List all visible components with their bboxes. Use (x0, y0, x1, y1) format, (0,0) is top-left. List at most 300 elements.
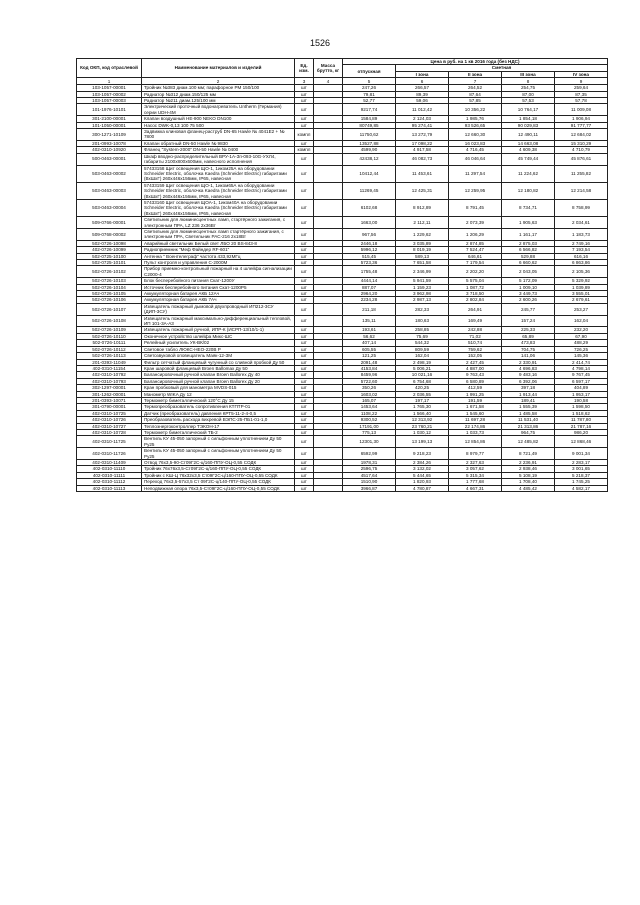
row-unit: шт (295, 365, 314, 371)
row-zone-2: 191,59 (449, 397, 502, 403)
row-unit: шт (295, 353, 314, 359)
row-zone-4: 8 758,99 (555, 199, 608, 216)
row-zone-4: 91 777,77 (555, 122, 608, 128)
row-name: Пульт контроля и управления С-2000М (142, 260, 295, 266)
row-wholesale: 3966,87 (343, 485, 396, 491)
row-name: 57433159 Щит освещения ЩО-1, 1иком65А на оборудовании Schneider Electric, оболочка Kaedra (Schneider Electric) габаритами (ВхШхГ) 260х446х156мм, IP65, навесная (142, 182, 295, 199)
row-wholesale: 5996,12 (343, 247, 396, 253)
row-zone-3: 2 938,46 (502, 466, 555, 472)
row-name: Извещатель пожарный дымовой двухпроводный ИП212-3СУ (ДИП-3СУ) (142, 303, 295, 315)
row-wholesale: 79,81 (343, 91, 396, 97)
row-name: Вентиль КУ 45-050 запорный с сильфонным уплотнением Ду 50 Ру25 (142, 448, 295, 460)
row-zone-1: 3 962,98 (396, 291, 449, 297)
row-unit: шт (295, 346, 314, 352)
row-name: Аккумуляторная батарея АКБ 7Ач (142, 297, 295, 303)
row-code: 103-1057-00003 (77, 98, 142, 104)
row-zone-3: 12 180,82 (502, 182, 555, 199)
row-zone-4: 5 218,37 (555, 472, 608, 478)
row-zone-1: 2 384,26 (396, 460, 449, 466)
row-zone-1: 89,39 (396, 91, 449, 97)
row-zone-4: 12 868,46 (555, 436, 608, 448)
row-zone-2: 1 206,29 (449, 228, 502, 240)
row-unit: шт (295, 429, 314, 435)
row-zone-1: 9 218,23 (396, 448, 449, 460)
row-zone-3: 189,41 (502, 397, 555, 403)
header-wholesale: отпускная (343, 65, 396, 78)
row-name: Оконечное устройство шлейфа Микс-ШС (142, 333, 295, 339)
row-zone-2: 5 315,34 (449, 472, 502, 478)
index-7: 7 (449, 78, 502, 85)
table-body (77, 85, 608, 492)
row-wholesale: 2091,48 (343, 359, 396, 365)
row-zone-2: 4 716,45 (449, 147, 502, 153)
row-name: Светильник для люминесцентных ламп стартёрного зажигания, с электронным ПРА, Светильник PAC-216 2х18Вт (142, 228, 295, 240)
row-wholesale: 1453,64 (343, 404, 396, 410)
row-zone-4: 1 039,89 (555, 284, 608, 290)
row-name: Фланец "System-2000" DN-50 Hawle № 0400 (142, 147, 295, 153)
row-zone-1: 75,69 (396, 333, 449, 339)
row-zone-3: 1 009,10 (502, 284, 555, 290)
row-zone-1: 12 313,92 (396, 417, 449, 423)
row-wholesale: 211,18 (343, 303, 396, 315)
index-8: 8 (502, 78, 555, 85)
row-wholesale: 5723,36 (343, 260, 396, 266)
row-unit: шт (295, 260, 314, 266)
row-zone-2: 1 671,58 (449, 404, 502, 410)
row-zone-1: 266,57 (396, 85, 449, 91)
row-zone-2: 264,52 (449, 85, 502, 91)
row-unit: шт (295, 479, 314, 485)
row-wholesale: 887,07 (343, 284, 396, 290)
row-name: Преобразователь расхода вихревой ВЭПС-25-ПБ1-01-1,0 (142, 417, 295, 423)
row-zone-4: 1 906,94 (555, 116, 608, 122)
row-name: Релейный усилитель УК-ВК/02 (142, 340, 295, 346)
row-wholesale: 121,25 (343, 353, 396, 359)
row-unit: шт (295, 240, 314, 246)
row-code: 402-0310-11113 (77, 485, 142, 491)
row-zone-1: 162,04 (396, 353, 449, 359)
row-zone-4: 1 745,25 (555, 479, 608, 485)
row-zone-3: 141,06 (502, 353, 555, 359)
row-zone-1: 3 132,02 (396, 466, 449, 472)
row-zone-1: 11 453,61 (396, 165, 449, 182)
row-wholesale: 6592,99 (343, 448, 396, 460)
index-5: 5 (343, 78, 396, 85)
row-wholesale: 10412,44 (343, 165, 396, 182)
row-zone-1: 809,59 (396, 346, 449, 352)
table-row (77, 217, 608, 229)
row-zone-3: 2 236,91 (502, 460, 555, 466)
row-zone-2: 1 087,72 (449, 284, 502, 290)
row-unit: компл (295, 147, 314, 153)
row-zone-3: 397,18 (502, 385, 555, 391)
row-unit: шт (295, 372, 314, 378)
row-unit: шт (295, 378, 314, 384)
row-zone-1: 7 651,58 (396, 260, 449, 266)
row-code: 509-0768-00002 (77, 228, 142, 240)
row-zone-4: 162,04 (555, 315, 608, 327)
row-zone-2: 3 057,62 (449, 466, 502, 472)
row-wholesale: 9300,52 (343, 417, 396, 423)
row-unit: шт (295, 410, 314, 416)
row-code: 300-1271-10109 (77, 129, 142, 141)
row-name: Термометр биметаллический 120°С Ду 15 (142, 397, 295, 403)
row-zone-2: 57,85 (449, 98, 502, 104)
row-code: 103-1057-00002 (77, 91, 142, 97)
row-name: Кран шаровой фланцевый Broen Ballomax Ду 50 (142, 365, 295, 371)
row-wholesale: 1108,22 (343, 410, 396, 416)
row-zone-1: 589,13 (396, 253, 449, 259)
row-wholesale: 42438,12 (343, 153, 396, 165)
row-zone-4: 12 214,58 (555, 182, 608, 199)
row-unit: шт (295, 340, 314, 346)
row-unit: шт (295, 116, 314, 122)
row-zone-3: 157,24 (502, 315, 555, 327)
row-unit: шт (295, 385, 314, 391)
row-code: 502-0726-10102 (77, 266, 142, 278)
row-zone-3: 11 531,40 (502, 417, 555, 423)
row-name: Переход 76х3,5-57х3,5 Ст 09Г2С-ц/140-ППУ-ОЦ-0,55 СОДК (142, 479, 295, 485)
row-code: 503-0463-00002 (77, 165, 142, 182)
table-row (77, 448, 608, 460)
row-name: Тройник с КШ-Ц 76х32х3,5 Ст09Г2С-ц/160-ППУ-ОЦ-0,55 СОДК (142, 472, 295, 478)
row-name: Тройник 76х76х3,5-Ст09Г2С-ц/160-ППУ-ОЦ-0,55 СОДК (142, 466, 295, 472)
index-3: 3 (295, 78, 314, 85)
row-zone-4: 57,78 (555, 98, 608, 104)
row-zone-1: 544,32 (396, 340, 449, 346)
row-zone-4: 4 582,17 (555, 485, 608, 491)
row-code: 402-0310-11154 (77, 365, 142, 371)
row-mass (314, 303, 343, 315)
row-zone-4: 1 518,62 (555, 410, 608, 416)
row-name: Насос DWK-0,13 100 75 500 (142, 122, 295, 128)
row-name: Кран пробковый для манометра МVDS-015 (142, 385, 295, 391)
index-4: 4 (314, 78, 343, 85)
row-zone-2: 9 763,43 (449, 372, 502, 378)
row-zone-4: 232,20 (555, 327, 608, 333)
row-zone-3: 2 875,03 (502, 240, 555, 246)
row-unit: шт (295, 199, 314, 216)
row-unit: шт (295, 182, 314, 199)
row-zone-2: 11 697,28 (449, 417, 502, 423)
row-code: 301-1262-00001 (77, 391, 142, 397)
header-zone-3: III зона (502, 71, 555, 77)
row-name: Клапан обратный DN-50 Hawle № 9830 (142, 140, 295, 146)
row-code: 502-0726-10105 (77, 291, 142, 297)
row-unit: шт (295, 278, 314, 284)
row-zone-2: 2 427,45 (449, 359, 502, 365)
row-zone-2: 7 179,54 (449, 260, 502, 266)
row-code: 402-0310-10793 (77, 378, 142, 384)
row-zone-1: 11 012,42 (396, 104, 449, 116)
row-code: 402-0726-10099 (77, 247, 142, 253)
row-zone-3: 254,75 (502, 85, 555, 91)
row-unit: шт (295, 397, 314, 403)
index-2: 2 (142, 78, 295, 85)
row-zone-4: 616,16 (555, 253, 608, 259)
row-zone-3: 704,75 (502, 346, 555, 352)
row-code: 402-0310-11110 (77, 466, 142, 472)
row-name: Клапан воздушный НЕ-900 NEKO DN100 (142, 116, 295, 122)
row-mass (314, 165, 343, 182)
row-zone-1: 2 124,03 (396, 116, 449, 122)
row-wholesale: 247,26 (343, 85, 396, 91)
row-unit: шт (295, 359, 314, 365)
row-zone-3: 9 483,16 (502, 372, 555, 378)
row-zone-4: 726,25 (555, 346, 608, 352)
row-zone-3: 8 721,49 (502, 448, 555, 460)
row-zone-1: 6 754,68 (396, 378, 449, 384)
row-name: Извещатель пожарный максимально-дифференциальный тепловой, ИП 101-3А-А3 (142, 315, 295, 327)
row-zone-4: 253,27 (555, 303, 608, 315)
row-zone-1: 46 082,73 (396, 153, 449, 165)
row-zone-2: 8 791,45 (449, 199, 502, 216)
row-name: Световое табло ЛЮКС-НЕО-220В Р (142, 346, 295, 352)
table-row (77, 315, 608, 327)
row-code: 502-0726-10111 (77, 340, 142, 346)
header-name: Наименование материалов и изделий (142, 59, 295, 78)
row-mass (314, 448, 343, 460)
row-wholesale: 52,77 (343, 98, 396, 104)
row-zone-3: 3 449,73 (502, 291, 555, 297)
row-unit: шт (295, 91, 314, 97)
row-name: Тройник №383 диам.100 мм; парафорное РМ 150/100 (142, 85, 295, 91)
row-zone-3: 12 490,11 (502, 129, 555, 141)
table-row (77, 436, 608, 448)
row-wholesale: 13527,88 (343, 140, 396, 146)
row-zone-4: 3 001,65 (555, 466, 608, 472)
row-code: 502-0725-10101 (77, 260, 142, 266)
row-unit: шт (295, 448, 314, 460)
row-unit: шт (295, 315, 314, 327)
row-zone-2: 2 327,63 (449, 460, 502, 466)
row-zone-3: 21 313,86 (502, 423, 555, 429)
row-code: 402-0310-10725 (77, 410, 142, 416)
row-zone-4: 6 863,86 (555, 260, 608, 266)
row-zone-2: 12 660,30 (449, 129, 502, 141)
row-name: Блок бесперебойного питания Скат-1200У (142, 278, 295, 284)
row-zone-3: 6 660,62 (502, 260, 555, 266)
row-zone-1: 1 030,12 (396, 429, 449, 435)
row-name: Термометр биметаллический ТБ-2 (142, 429, 295, 435)
row-zone-3: 5 172,09 (502, 278, 555, 284)
row-zone-1: 12 425,31 (396, 182, 449, 199)
row-code: 402-0310-10727 (77, 423, 142, 429)
row-wholesale: 1510,90 (343, 479, 396, 485)
row-name: Датчик (преобразователь) давления КРТ5-11-2-4-0,5 (142, 410, 295, 416)
row-zone-4: 488,29 (555, 340, 608, 346)
row-zone-1: 10 021,16 (396, 372, 449, 378)
row-zone-2: 759,62 (449, 346, 502, 352)
row-zone-3: 87,00 (502, 91, 555, 97)
row-unit: шт (295, 303, 314, 315)
row-name: 57433160 Щит освещения ЩОА-1, 1иком40А на оборудовании Schneider Electric, оболочка Kaedra (Schneider Electric) габаритами (ВхШхГ) 260х446х156мм, IP65, навесная (142, 199, 295, 216)
row-zone-3: 4 485,42 (502, 485, 555, 491)
row-code: 402-0310-10792 (77, 372, 142, 378)
row-mass (314, 153, 343, 165)
row-code: 103-1057-00001 (77, 85, 142, 91)
row-zone-2: 93 526,65 (449, 122, 502, 128)
row-zone-1: 420,25 (396, 385, 449, 391)
row-zone-2: 510,74 (449, 340, 502, 346)
row-code: 402-0310-10920 (77, 147, 142, 153)
row-zone-1: 5 941,59 (396, 278, 449, 284)
row-mass (314, 436, 343, 448)
row-code: 502-0726-10107 (77, 303, 142, 315)
row-wholesale: 515,45 (343, 253, 396, 259)
row-wholesale: 17191,00 (343, 423, 396, 429)
row-code: 503-0463-00004 (77, 199, 142, 216)
row-zone-2: 7 524,47 (449, 247, 502, 253)
row-zone-1: 2 498,19 (396, 359, 449, 365)
row-zone-3: 12 485,82 (502, 436, 555, 448)
row-name: Антенна " Воентелеграф" частота 433,92МГц (142, 253, 295, 259)
row-zone-1: 59,06 (396, 98, 449, 104)
row-unit: шт (295, 485, 314, 491)
row-name: Радиатор №312 диам.150/125 мм (142, 91, 295, 97)
row-zone-3: 1 905,63 (502, 217, 555, 229)
table-row (77, 153, 608, 165)
row-zone-4: 11 009,08 (555, 104, 608, 116)
row-zone-3: 14 663,08 (502, 140, 555, 146)
row-unit: шт (295, 228, 314, 240)
row-zone-2: 1 033,73 (449, 429, 502, 435)
header-estimate: Сметная (396, 65, 608, 71)
row-zone-3: 90 029,83 (502, 122, 555, 128)
header-zone-1: I зона (396, 71, 449, 77)
row-zone-3: 5 108,19 (502, 472, 555, 478)
row-zone-1: 5 006,21 (396, 365, 449, 371)
row-code: 502-0726-10109 (77, 327, 142, 333)
row-mass (314, 315, 343, 327)
row-name: Источник бесперебойного питания Скат-1200Р5 (142, 284, 295, 290)
row-wholesale: 9217,74 (343, 104, 396, 116)
row-code: 301-0790-00001 (77, 404, 142, 410)
header-mass: Масса брутто, кг (314, 59, 343, 78)
row-zone-1: 2 112,11 (396, 217, 449, 229)
row-zone-4: 986,20 (555, 429, 608, 435)
row-wholesale: 2964,20 (343, 291, 396, 297)
row-wholesale: 605,55 (343, 346, 396, 352)
row-zone-4: 2 749,16 (555, 240, 608, 246)
row-wholesale: 4444,14 (343, 278, 396, 284)
row-zone-4: 1 953,17 (555, 391, 608, 397)
row-name: Извещатель пожарный ручной, ИПР-К (ИСРП-13/10/1-1) (142, 327, 295, 333)
table-row (77, 228, 608, 240)
row-zone-1: 17 098,22 (396, 140, 449, 146)
row-wholesale: 11269,45 (343, 182, 396, 199)
row-zone-2: 412,59 (449, 385, 502, 391)
row-zone-2: 6 580,89 (449, 378, 502, 384)
row-code: 502-0726-10108 (77, 315, 142, 327)
row-zone-3: 4 696,83 (502, 365, 555, 371)
row-zone-1: 1 159,23 (396, 284, 449, 290)
row-zone-4: 259,64 (555, 85, 608, 91)
row-unit: шт (295, 98, 314, 104)
row-name: Манометр WIKA Ду 12 (142, 391, 295, 397)
row-wholesale: 2596,75 (343, 466, 396, 472)
row-name: Светильник для люминесцентных ламп, стартёрного зажигания, с электронным ПРА, LZ 236 2х36Вт (142, 217, 295, 229)
row-code: 502-0726-10103 (77, 278, 142, 284)
row-code: 402-0310-11409 (77, 460, 142, 466)
row-wholesale: 6102,68 (343, 199, 396, 216)
row-code: 302-1297-00001 (77, 385, 142, 391)
row-zone-2: 242,88 (449, 327, 502, 333)
row-name: Аккумуляторная батарея АКБ 12Ач (142, 291, 295, 297)
row-zone-4: 1 183,73 (555, 228, 608, 240)
row-mass (314, 217, 343, 229)
row-wholesale: 2234,28 (343, 297, 396, 303)
row-unit: шт (295, 165, 314, 182)
row-code: 502-0726-10112 (77, 346, 142, 352)
row-zone-2: 12 854,86 (449, 436, 502, 448)
row-zone-2: 646,61 (449, 253, 502, 259)
row-zone-3: 6 566,82 (502, 247, 555, 253)
row-name: Неподвижная опора 76х3,5-Ст09Г2С-ц/160-ППУ-ОЦ-0,55 СОДК (142, 485, 295, 491)
row-zone-4: 15 310,29 (555, 140, 608, 146)
row-zone-2: 2 802,84 (449, 297, 502, 303)
row-code: 402-0310-10728 (77, 429, 142, 435)
row-code: 502-0726-10113 (77, 353, 142, 359)
row-zone-3: 529,88 (502, 253, 555, 259)
row-zone-3: 1 485,58 (502, 410, 555, 416)
row-unit: шт (295, 122, 314, 128)
row-zone-1: 1 566,40 (396, 410, 449, 416)
row-zone-2: 3 718,50 (449, 291, 502, 297)
row-name: Вентиль КУ 45-050 запорный с сильфонным уплотнением Ду 50 Ру25 (142, 436, 295, 448)
row-wholesale: 80749,85 (343, 122, 396, 128)
row-unit: шт (295, 466, 314, 472)
page-number: 1526 (309, 38, 331, 48)
row-unit: компл (295, 129, 314, 141)
row-zone-3: 245,77 (502, 303, 555, 315)
row-zone-4: 45 876,61 (555, 153, 608, 165)
row-wholesale: 1978,31 (343, 460, 396, 466)
row-mass (314, 129, 343, 141)
row-unit: шт (295, 247, 314, 253)
row-name: Аварийный светильник Белый свет ЛБО 20 BS-843-8 (142, 240, 295, 246)
row-code: 502-0725-10100 (77, 253, 142, 259)
row-mass (314, 228, 343, 240)
row-name: Балансировочный ручной клапан Broen Ballorex Ду 40 (142, 372, 295, 378)
row-unit: шт (295, 391, 314, 397)
row-unit: шт (295, 104, 314, 116)
row-zone-3: 2 330,91 (502, 359, 555, 365)
row-code: 503-0463-00003 (77, 182, 142, 199)
row-wholesale: 4599,90 (343, 147, 396, 153)
row-unit: шт (295, 217, 314, 229)
row-zone-3: 964,75 (502, 429, 555, 435)
row-wholesale: 775,13 (343, 429, 396, 435)
row-zone-4: 190,58 (555, 397, 608, 403)
row-zone-4: 3 555,01 (555, 291, 608, 297)
row-zone-1: 3 035,89 (396, 240, 449, 246)
row-code: 101-1976-10101 (77, 104, 142, 116)
row-zone-2: 4 667,31 (449, 485, 502, 491)
row-unit: шт (295, 140, 314, 146)
row-zone-2: 10 356,22 (449, 104, 502, 116)
row-name: Прибор приемно-контрольный пожарный на 4 шлейфа сигнализации С2000-4 (142, 266, 295, 278)
row-zone-4: 4 710,79 (555, 147, 608, 153)
row-zone-1: 23 760,21 (396, 423, 449, 429)
row-zone-2: 2 874,85 (449, 240, 502, 246)
row-code: 402-0310-11726 (77, 448, 142, 460)
header-code: Код ОКП, код отраслевой (77, 59, 142, 78)
row-zone-2: 22 174,86 (449, 423, 502, 429)
table-row (77, 165, 608, 182)
row-wholesale: 350,26 (343, 385, 396, 391)
row-zone-1: 5 444,65 (396, 472, 449, 478)
